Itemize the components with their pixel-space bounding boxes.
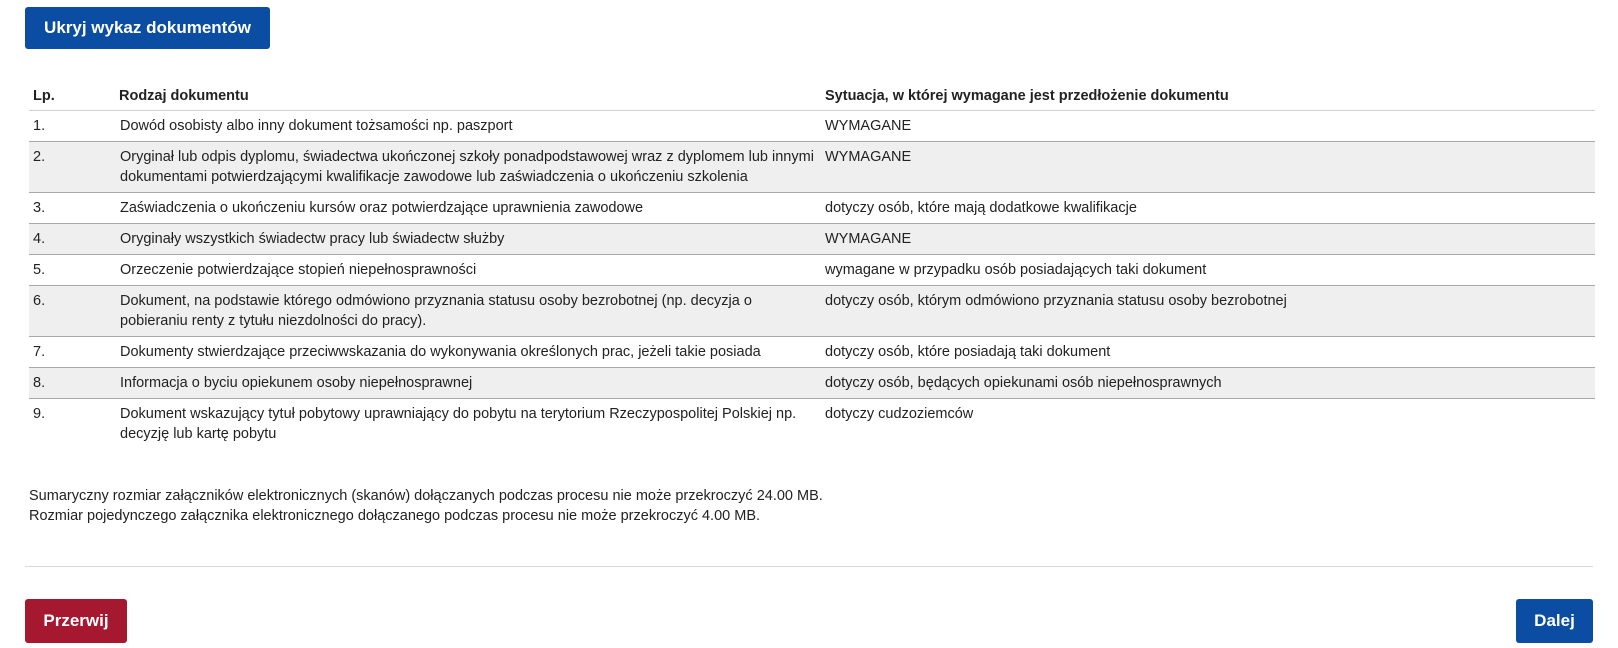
row-situation: dotyczy osób, które mają dodatkowe kwalifikacje: [821, 193, 1595, 224]
row-situation: dotyczy cudzoziemców: [825, 406, 974, 422]
required-documents-table: [29, 84, 1595, 449]
table-row: [29, 399, 1595, 450]
row-number: 2.: [29, 142, 113, 193]
row-document: Informacja o byciu opiekunem osoby niepełnosprawnej: [113, 368, 821, 399]
abort-button[interactable]: Przerwij: [25, 599, 127, 643]
row-number: 5.: [29, 255, 113, 286]
row-number: 4.: [29, 224, 113, 255]
table-row: [29, 337, 1595, 368]
table-header-row: [29, 84, 1595, 111]
row-document: Oryginały wszystkich świadectw pracy lub świadectw służby: [113, 224, 821, 255]
divider: [25, 566, 1593, 567]
table-row: [29, 224, 1595, 255]
row-document: Oryginał lub odpis dyplomu, świadectwa ukończonej szkoły ponadpodstawowej wraz z dyplomem lub innymi dokumentami potwierdzającymi kwalifikacje zawodowe lub zaświadczenia o ukończeniu szkolenia: [113, 142, 821, 193]
row-situation: dotyczy osób, będących opiekunami osób niepełnosprawnych: [821, 368, 1595, 399]
row-situation: WYMAGANE: [821, 142, 1595, 193]
row-document: Dokument wskazujący tytuł pobytowy uprawniający do pobytu na terytorium Rzeczypospolitej Polskiej np. decyzję lub kartę pobytu: [120, 406, 797, 442]
next-button[interactable]: Dalej: [1516, 599, 1593, 643]
table-row: [29, 142, 1595, 193]
table-row: [29, 286, 1595, 337]
hide-document-list-button[interactable]: Ukryj wykaz dokumentów: [25, 7, 270, 49]
header-lp: Lp.: [29, 84, 113, 111]
row-situation: WYMAGANE: [821, 111, 1595, 142]
row-number: 1.: [29, 111, 113, 142]
row-document: Dokument, na podstawie którego odmówiono przyznania statusu osoby bezrobotnej (np. decyzja o pobieraniu renty z tytułu niezdolności do pracy).: [113, 286, 821, 337]
header-situation: Sytuacja, w której wymagane jest przedłożenie dokumentu: [821, 84, 1595, 111]
row-number: 7.: [29, 337, 113, 368]
row-situation: dotyczy osób, które posiadają taki dokument: [821, 337, 1595, 368]
row-document: Dowód osobisty albo inny dokument tożsamości np. paszport: [113, 111, 821, 142]
row-number: 8.: [29, 368, 113, 399]
header-document-type: Rodzaj dokumentu: [113, 84, 821, 111]
table-row: [29, 193, 1595, 224]
row-document: Dokumenty stwierdzające przeciwwskazania do wykonywania określonych prac, jeżeli takie posiada: [113, 337, 821, 368]
row-document: Zaświadczenia o ukończeniu kursów oraz potwierdzające uprawnienia zawodowe: [113, 193, 821, 224]
attachment-size-notes: [29, 486, 823, 526]
row-number: 6.: [29, 286, 113, 337]
single-size-note: Rozmiar pojedynczego załącznika elektronicznego dołączanego podczas procesu nie może przekroczyć 4.00 MB.: [29, 508, 761, 524]
table-row: [29, 255, 1595, 286]
row-situation: WYMAGANE: [821, 224, 1595, 255]
total-size-note: Sumaryczny rozmiar załączników elektronicznych (skanów) dołączanych podczas procesu nie może przekroczyć 24.00 MB.: [29, 488, 823, 504]
table-row: [29, 368, 1595, 399]
row-situation: wymagane w przypadku osób posiadających taki dokument: [821, 255, 1595, 286]
row-number: 9.: [33, 406, 46, 422]
row-situation: dotyczy osób, którym odmówiono przyznania statusu osoby bezrobotnej: [821, 286, 1595, 337]
row-document: Orzeczenie potwierdzające stopień niepełnosprawności: [113, 255, 821, 286]
row-number: 3.: [29, 193, 113, 224]
table-row: [29, 111, 1595, 142]
